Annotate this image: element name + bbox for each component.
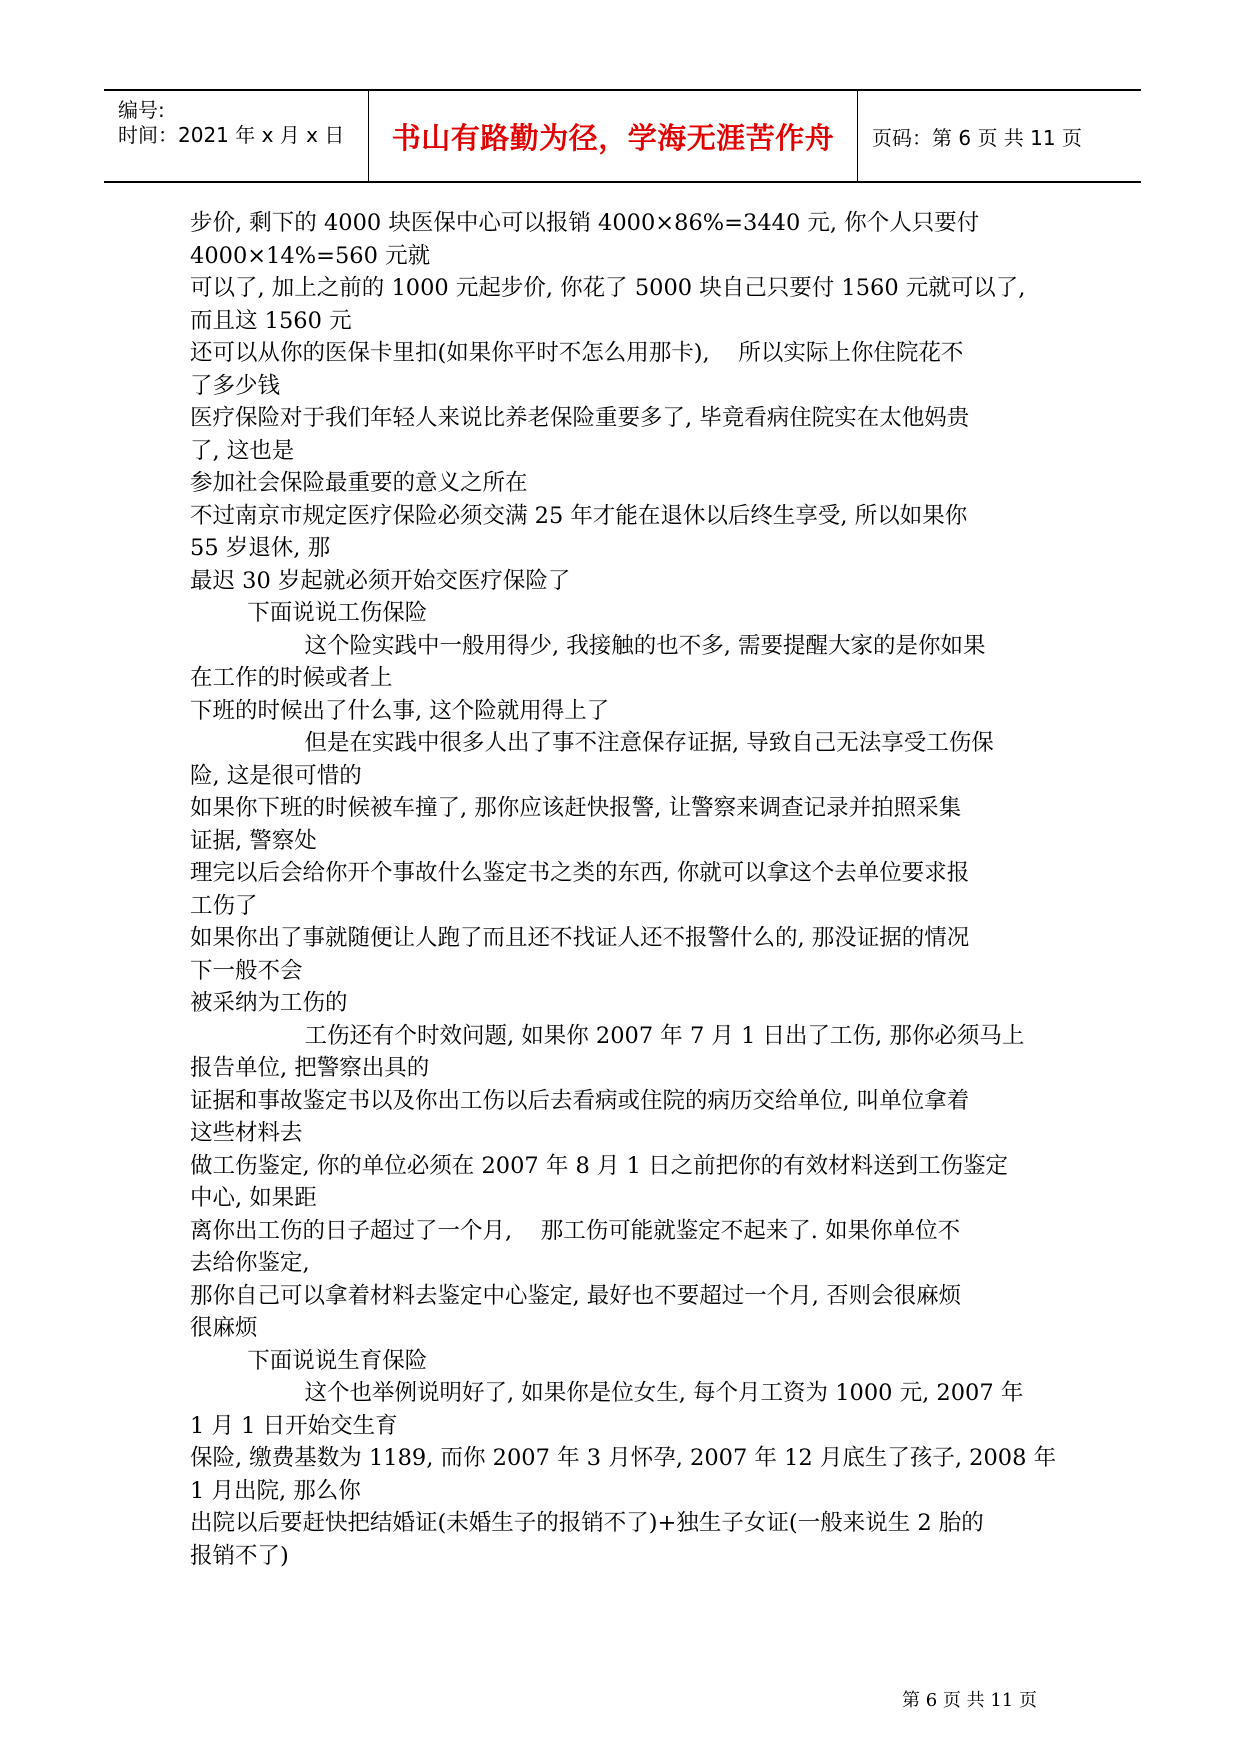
- text-line: 去给你鉴定,: [190, 1250, 310, 1276]
- text-line: 险, 这是很可惜的: [190, 762, 362, 789]
- text-line: 工伤了: [190, 892, 258, 919]
- text-line: 了多少钱: [190, 372, 281, 399]
- text-line: 不过南京市规定医疗保险必须交满 25 年才能在退休以后终生享受, 所以如果你: [190, 502, 968, 529]
- text-line: 参加社会保险最重要的意义之所在: [190, 470, 528, 496]
- text-line: 保险, 缴费基数为 1189, 而你 2007 年 3 月怀孕, 2007 年 12 月底生了孩子, 2008 年: [190, 1445, 1057, 1471]
- text-line: 被采纳为工伤的: [190, 990, 348, 1016]
- header-info-cell: [104, 91, 369, 181]
- text-line: 出院以后要赶快把结婚证(未婚生子的报销不了)+独生子女证(一般来说生 2 胎的: [190, 1510, 984, 1536]
- text-line: 报告单位, 把警察出具的: [190, 1055, 430, 1081]
- text-line: 步价, 剩下的 4000 块医保中心可以报销 4000×86%=3440 元, 你个人只要付: [190, 210, 980, 236]
- text-line: 1 月出院, 那么你: [190, 1477, 361, 1504]
- text-line: 下面说说工伤保险: [190, 600, 428, 626]
- text-line: 下面说说生育保险: [190, 1347, 428, 1374]
- header-page-cell: [858, 91, 1141, 181]
- header-motto: 书山有路勤为径，学海无涯苦作舟: [391, 120, 835, 155]
- text-line: 很麻烦: [190, 1315, 258, 1341]
- text-line: 中心, 如果距: [190, 1185, 317, 1211]
- header-motto-cell: [369, 91, 858, 181]
- text-line: 1 月 1 日开始交生育: [190, 1412, 398, 1439]
- text-line: 这个也举例说明好了, 如果你是位女生, 每个月工资为 1000 元, 2007 年: [190, 1380, 1024, 1406]
- text-line: 理完以后会给你开个事故什么鉴定书之类的东西, 你就可以拿这个去单位要求报: [190, 860, 970, 886]
- header-page-code: 页码：第 6 页 共 11 页: [872, 125, 1082, 150]
- text-line: 而且这 1560 元: [190, 307, 352, 334]
- text-line: 下一般不会: [190, 957, 303, 984]
- text-line: 工伤还有个时效问题, 如果你 2007 年 7 月 1 日出了工伤, 那你必须马上: [190, 1022, 1025, 1049]
- page-footer: 第 6 页 共 11 页: [902, 1690, 1037, 1711]
- text-line: 证据和事故鉴定书以及你出工伤以后去看病或住院的病历交给单位, 叫单位拿着: [190, 1087, 970, 1114]
- text-line: 还可以从你的医保卡里扣(如果你平时不怎么用那卡), 所以实际上你住院花不: [190, 340, 964, 366]
- text-line: 证据, 警察处: [190, 827, 317, 854]
- text-line: 这些材料去: [190, 1120, 303, 1146]
- text-line: 了, 这也是: [190, 437, 295, 464]
- text-line: 下班的时候出了什么事, 这个险就用得上了: [190, 697, 610, 724]
- text-line: 在工作的时候或者上: [190, 665, 393, 691]
- text-line: 最迟 30 岁起就必须开始交医疗保险了: [190, 567, 571, 594]
- document-time-label: 时间：2021 年 x 月 x 日: [118, 123, 345, 147]
- text-line: 但是在实践中很多人出了事不注意保存证据, 导致自己无法享受工伤保: [190, 730, 994, 756]
- text-line: 这个险实践中一般用得少, 我接触的也不多, 需要提醒大家的是你如果: [190, 632, 986, 659]
- text-line: 医疗保险对于我们年轻人来说比养老保险重要多了, 毕竟看病住院实在太他妈贵: [190, 405, 970, 431]
- text-line: 4000×14%=560 元就: [190, 242, 431, 269]
- text-line: 如果你出了事就随便让人跑了而且还不找证人还不报警什么的, 那没证据的情况: [190, 925, 970, 951]
- body-text: [190, 207, 1070, 1572]
- text-line: 做工伤鉴定, 你的单位必须在 2007 年 8 月 1 日之前把你的有效材料送到工伤鉴定: [190, 1152, 1009, 1179]
- text-line: 报销不了): [190, 1542, 289, 1569]
- text-line: 可以了, 加上之前的 1000 元起步价, 你花了 5000 块自己只要付 1560 元就可以了,: [190, 275, 1026, 301]
- page-header: [104, 89, 1141, 183]
- text-line: 55 岁退休, 那: [190, 535, 331, 561]
- text-line: 离你出工伤的日子超过了一个月, 那工伤可能就鉴定不起来了. 如果你单位不: [190, 1217, 961, 1244]
- text-line: 如果你下班的时候被车撞了, 那你应该赶快报警, 让警察来调查记录并拍照采集: [190, 795, 962, 821]
- text-line: 那你自己可以拿着材料去鉴定中心鉴定, 最好也不要超过一个月, 否则会很麻烦: [190, 1282, 962, 1309]
- document-number-label: 编号:: [118, 98, 165, 122]
